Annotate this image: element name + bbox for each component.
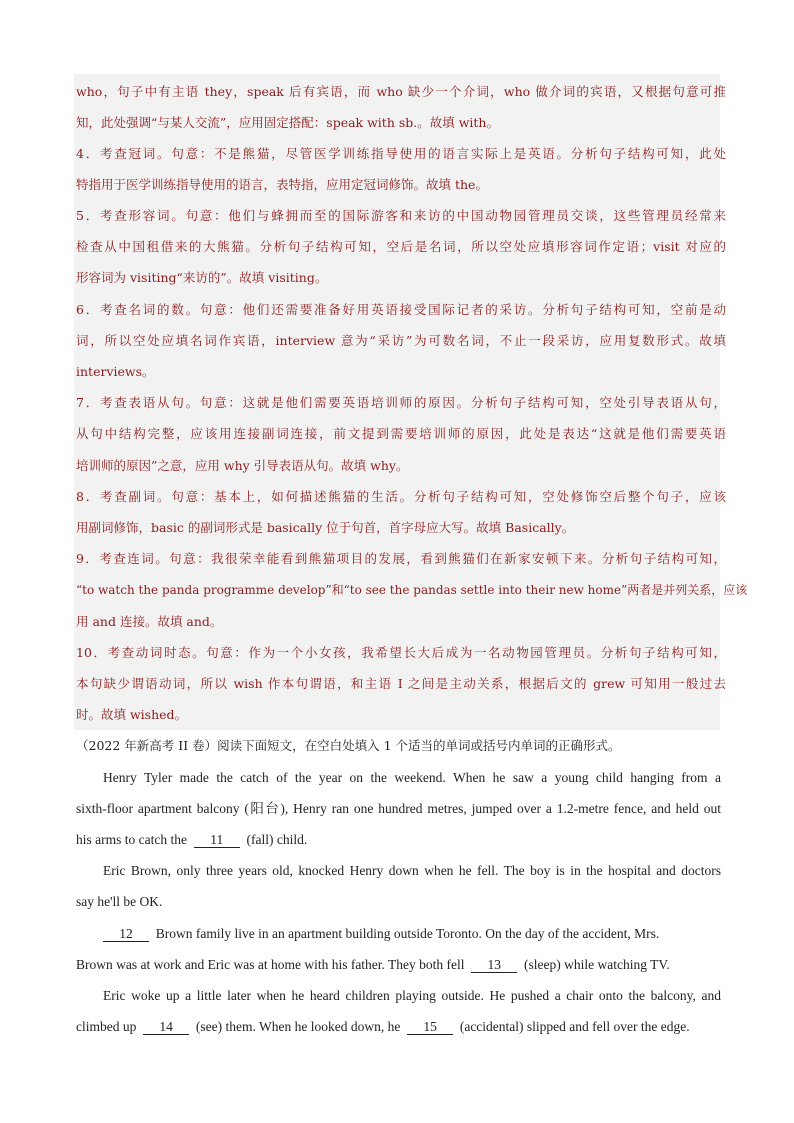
passage-line: [76, 957, 721, 973]
answer-line: 5．考查形容词。句意：他们与蜂拥而至的国际游客和来访的中国动物园管理员交谈，这些管理员经常来: [76, 208, 726, 223]
blank-12[interactable]: 12: [103, 927, 149, 942]
answer-line: 7．考查表语从句。句意：这就是他们需要英语培训师的原因。分析句子结构可知，空处引导表语从句，: [76, 395, 726, 410]
passage-line: say he'll be OK.: [76, 894, 163, 909]
passage-line: [76, 1019, 721, 1035]
answer-line: who，句子中有主语 they，speak 后有宾语，而 who 缺少一个介词，who 做介词的宾语，又根据句意可推: [76, 84, 726, 99]
answer-line: 用 and 连接。故填 and。: [76, 614, 223, 629]
passage-line: Eric woke up a little later when he heard children playing outside. He pushed a chair onto the balcony, and: [103, 988, 721, 1003]
blank-13[interactable]: 13: [471, 958, 517, 973]
answer-line: 检查从中国租借来的大熊猫。分析句子结构可知，空后是名词，所以空处应填形容词作定语；visit 对应的: [76, 239, 726, 254]
answer-line: 本句缺少谓语动词，所以 wish 作本句谓语，和主语 I 之间是主动关系，根据后文的 grew 可知用一般过去: [76, 676, 726, 691]
passage-line: Henry Tyler made the catch of the year on the weekend. When he saw a young child hanging from a: [103, 770, 721, 785]
answer-line: 特指用于医学训练指导使用的语言，表特指，应用定冠词修饰。故填 the。: [76, 177, 488, 192]
answer-line: “to watch the panda programme develop”和“to see the pandas settle into their new home”两者是并列关系，应该: [76, 583, 748, 597]
answer-line: 4．考查冠词。句意：不是熊猫，尽管医学训练指导使用的语言实际上是英语。分析句子结构可知，此处: [76, 146, 726, 161]
passage-text: his arms to catch the: [76, 832, 187, 847]
answer-line: 从句中结构完整，应该用连接副词连接，前文提到需要培训师的原因，此处是表达“这就是他们需要英语: [76, 426, 726, 441]
blank-11[interactable]: 11: [194, 833, 240, 848]
answer-line: 6．考查名词的数。句意：他们还需要准备好用英语接受国际记者的采访。分析句子结构可知，空前是动: [76, 302, 726, 317]
answer-line: 时。故填 wished。: [76, 707, 188, 722]
passage-text: (see) them. When he looked down, he: [195, 1019, 401, 1034]
blank-14[interactable]: 14: [143, 1020, 189, 1035]
exercise-heading: （2022 年新高考 II 卷）阅读下面短文，在空白处填入 1 个适当的单词或括号内单词的正确形式。: [76, 738, 621, 753]
answer-line: 10．考查动词时态。句意：作为一个小女孩，我希望长大后成为一名动物园管理员。分析句子结构可知，: [76, 645, 726, 660]
passage-text: climbed up: [76, 1019, 137, 1034]
passage-text: Brown was at work and Eric was at home with his father. They both fell: [76, 957, 465, 972]
answer-line: interviews。: [76, 364, 155, 379]
passage-text: (fall) child.: [246, 832, 308, 847]
answer-line: 知，此处强调“与某人交流”，应用固定搭配：speak with sb.。故填 with。: [76, 115, 499, 130]
passage-line: [76, 832, 721, 848]
passage-text: (sleep) while watching TV.: [524, 957, 670, 972]
answer-line: 9．考查连词。句意：我很荣幸能看到熊猫项目的发展，看到熊猫们在新家安顿下来。分析句子结构可知，: [76, 551, 726, 566]
answer-line: 培训师的原因”之意，应用 why 引导表语从句。故填 why。: [76, 458, 409, 473]
passage-text: Brown family live in an apartment building outside Toronto. On the day of the accident, Mrs.: [155, 926, 660, 941]
answer-line: 词，所以空处应填名词作宾语，interview 意为“采访”为可数名词，不止一段采访，应用复数形式。故填: [76, 333, 726, 348]
passage-text: (accidental) slipped and fell over the edge.: [459, 1019, 690, 1034]
answer-line: 8．考查副词。句意：基本上，如何描述熊猫的生活。分析句子结构可知，空处修饰空后整个句子，应该: [76, 489, 726, 504]
blank-15[interactable]: 15: [407, 1020, 453, 1035]
passage-line: [103, 926, 721, 942]
passage-line: sixth-floor apartment balcony (阳台), Henry ran one hundred metres, jumped over a 1.2-metre fence, and held out: [76, 801, 721, 816]
answer-line: 形容词为 visiting“来访的”。故填 visiting。: [76, 270, 328, 285]
passage-line: Eric Brown, only three years old, knocked Henry down when he fell. The boy is in the hospital and doctors: [103, 863, 721, 878]
answer-line: 用副词修饰，basic 的副词形式是 basically 位于句首，首字母应大写。故填 Basically。: [76, 520, 575, 535]
